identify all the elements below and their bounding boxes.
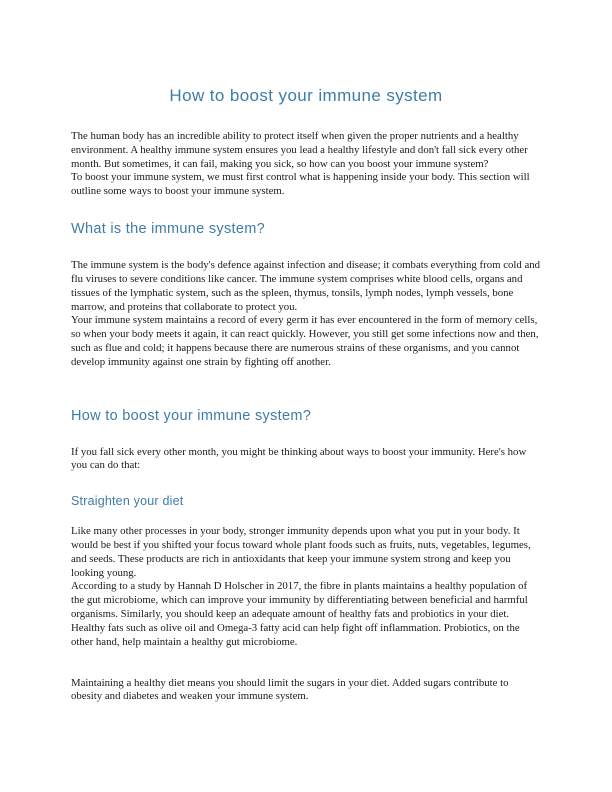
section-heading-what-is-immune-system: What is the immune system? bbox=[71, 221, 265, 238]
section-heading-how-to-boost: How to boost your immune system? bbox=[71, 407, 312, 424]
paragraph-boost-intro: If you fall sick every other month, you might be thinking about ways to boost your immunity. Here's how you can do that: bbox=[71, 445, 527, 472]
paragraph-diet-1: Like many other processes in your body, stronger immunity depends upon what you put in your body. It would be best if you shifted your focus toward whole plant foods such as fruits, nuts, vegetables, legumes, and seeds. These products are rich in antioxidants that keep your immune system strong and keep you looking young. bbox=[71, 525, 531, 579]
subsection-heading-straighten-diet: Straighten your diet bbox=[71, 494, 184, 509]
paragraph-intro-2: To boost your immune system, we must first control what is happening inside your body. This section will outline some ways to boost your immune system. bbox=[71, 171, 530, 198]
document-title: How to boost your immune system bbox=[169, 86, 443, 105]
paragraph-diet-3: Maintaining a healthy diet means you should limit the sugars in your diet. Added sugars contribute to obesity and diabetes and weaken your immune system. bbox=[71, 676, 509, 703]
blank-line-spacer bbox=[71, 650, 541, 677]
paragraph-immune-system-2: Your immune system maintains a record of every germ it has ever encountered in the form of memory cells, so when your body meets it again, it can react quickly. However, you still get some infections now and then, such as flue and cold; it happens because there are numerous strains of these organisms, and you cannot develop immunity against one strain by fighting off another. bbox=[71, 314, 539, 368]
paragraph-diet-2: According to a study by Hannah D Holscher in 2017, the fibre in plants maintains a healthy population of the gut microbiome, which can improve your immunity by differentiating between beneficial and harmful organisms. Similarly, you should keep an adequate amount of healthy fats and probiotics in your diet. Healthy fats such as olive oil and Omega-3 fatty acid can help fight off inflammation. Probiotics, on the other hand, help maintain a healthy gut microbiome. bbox=[71, 580, 528, 648]
paragraph-intro-1: The human body has an incredible ability to protect itself when given the proper nutrients and a healthy environment. A healthy immune system ensures you lead a healthy lifestyle and don't fall sick every other month. But sometimes, it can fail, making you sick, so how can you boost your immune system? bbox=[71, 130, 528, 170]
paragraph-immune-system-1: The immune system is the body's defence against infection and disease; it combats everything from cold and flu viruses to severe conditions like cancer. The immune system comprises white blood cells, organs and tissues of the lymphatic system, such as the spleen, thymus, tonsils, lymph nodes, lymph vessels, bone marrow, and proteins that collaborate to protect you. bbox=[71, 259, 541, 313]
